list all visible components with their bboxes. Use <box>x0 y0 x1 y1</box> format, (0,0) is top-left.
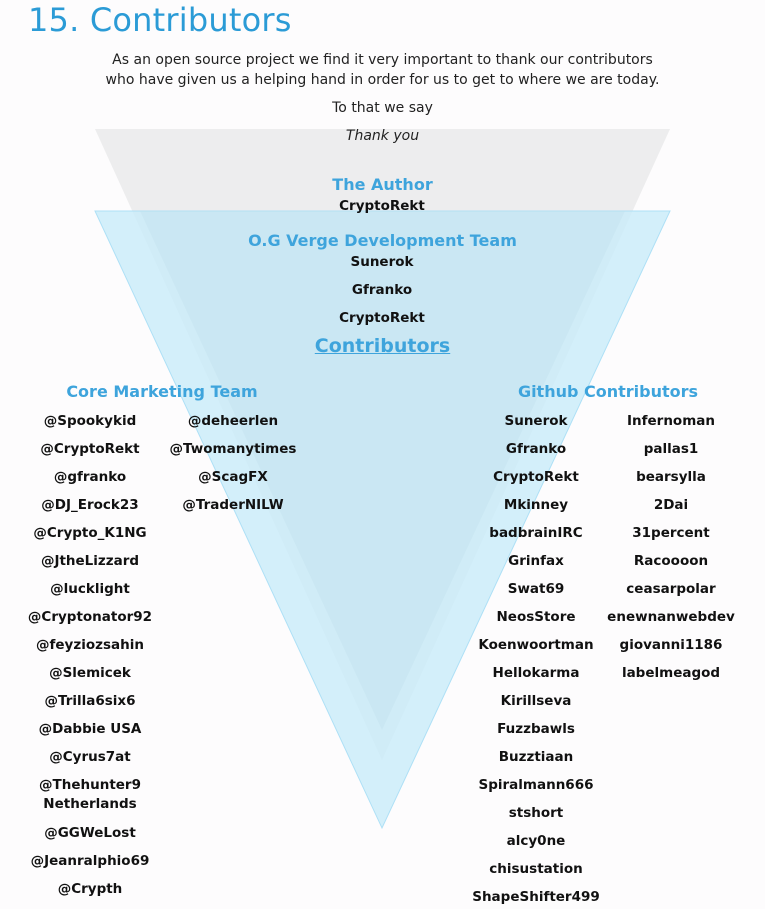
github-contributor: Buzztiaan <box>498 749 574 765</box>
marketing-member: @DJ_Erock23 <box>41 497 139 513</box>
github-contributor: ceasarpolar <box>626 581 716 597</box>
github-contributor: Spiralmann666 <box>478 777 594 793</box>
og-team-title: O.G Verge Development Team <box>248 231 517 250</box>
marketing-member: @Trilla6six6 <box>44 693 136 709</box>
github-contributor: Swat69 <box>507 581 565 597</box>
page-title: 15. Contributors <box>28 1 292 39</box>
github-contributor: Gfranko <box>505 441 567 457</box>
github-contributor: badbrainIRC <box>489 525 583 541</box>
marketing-member: @feyziozsahin <box>36 637 144 653</box>
marketing-team-title: Core Marketing Team <box>66 382 258 401</box>
marketing-member: @CryptoRekt <box>40 441 140 457</box>
github-contributor: bearsylla <box>636 469 706 485</box>
marketing-member: @ScagFX <box>198 469 268 485</box>
github-contributor: enewnanwebdev <box>607 609 735 625</box>
marketing-member: @Jeanralphio69 <box>30 853 150 869</box>
og-team-member: Sunerok <box>350 254 414 270</box>
author-title: The Author <box>332 175 433 194</box>
github-contributor: pallas1 <box>643 441 699 457</box>
intro-thank-you: Thank you <box>345 128 420 144</box>
github-contributor: ShapeShifter499 <box>472 889 600 905</box>
marketing-member: @Crypth <box>57 881 123 897</box>
marketing-member: @deheerlen <box>187 413 279 429</box>
marketing-member: @Cyrus7at <box>49 749 131 765</box>
github-contributor: 31percent <box>632 525 710 541</box>
github-contributor: NeosStore <box>496 609 576 625</box>
github-contributor: 2Dai <box>653 497 689 513</box>
marketing-member: @TraderNILW <box>182 497 284 513</box>
github-contributor: Infernoman <box>627 413 715 429</box>
github-contributor: Mkinney <box>503 497 569 513</box>
marketing-member: @Slemicek <box>49 665 131 681</box>
github-contributor: Hellokarma <box>492 665 580 681</box>
github-contributor: Kirillseva <box>500 693 572 709</box>
github-contributor: Fuzzbawls <box>497 721 575 737</box>
intro-line-3: To that we say <box>332 100 433 116</box>
marketing-member: @gfranko <box>53 469 127 485</box>
github-contributor: giovanni1186 <box>619 637 723 653</box>
github-contributor: Koenwoortman <box>478 637 594 653</box>
og-team-member: Gfranko <box>351 282 413 298</box>
marketing-member: @Spookykid <box>43 413 137 429</box>
github-contributor: stshort <box>508 805 564 821</box>
github-contributor: Racoooon <box>633 553 709 569</box>
intro-line-2: who have given us a helping hand in order for us to get to where we are today. <box>105 72 660 88</box>
github-contributor: CryptoRekt <box>493 469 579 485</box>
marketing-member: @Thehunter9 Netherlands <box>39 777 141 812</box>
github-contributor: Sunerok <box>504 413 568 429</box>
github-contributor: Grinfax <box>508 553 564 569</box>
marketing-member: @JtheLizzard <box>40 553 140 569</box>
github-contributor: chisustation <box>489 861 583 877</box>
marketing-member: @GGWeLost <box>44 825 136 841</box>
github-contributors-title: Github Contributors <box>517 382 699 401</box>
github-contributor: labelmeagod <box>621 665 721 681</box>
contributors-link[interactable]: Contributors <box>314 335 451 357</box>
author-name: CryptoRekt <box>339 198 425 214</box>
og-team-member: CryptoRekt <box>339 310 425 326</box>
marketing-member: @Cryptonator92 <box>27 609 153 625</box>
marketing-member: @Dabbie USA <box>38 721 142 737</box>
github-contributor: alcy0ne <box>506 833 566 849</box>
intro-line-1: As an open source project we find it very important to thank our contributors <box>112 52 653 68</box>
marketing-member: @Twomanytimes <box>169 441 297 457</box>
marketing-member: @lucklight <box>50 581 130 597</box>
marketing-member: @Crypto_K1NG <box>33 525 147 541</box>
